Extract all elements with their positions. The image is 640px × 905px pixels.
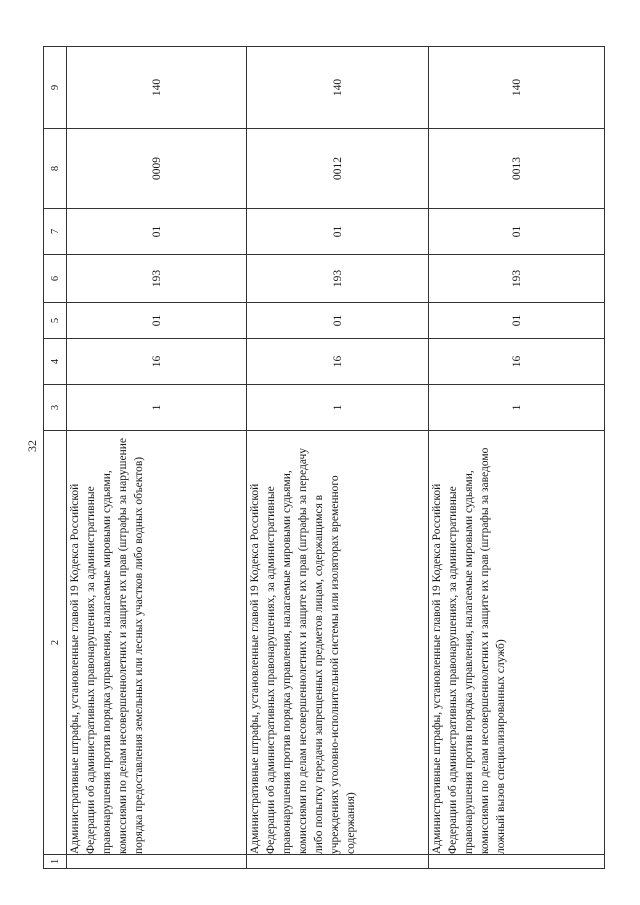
- code-cell: 1: [247, 385, 429, 431]
- table-frame: [43, 47, 603, 869]
- table-row: [429, 47, 605, 869]
- code-cell: 16: [247, 339, 429, 385]
- code-cell: 0012: [247, 129, 429, 209]
- code-cell: 01: [429, 303, 605, 339]
- code-cell: 140: [429, 47, 605, 129]
- code-cell: 140: [67, 47, 247, 129]
- column-header: 5: [44, 303, 67, 339]
- column-header: 7: [44, 209, 67, 255]
- code-cell: 01: [67, 303, 247, 339]
- column-header: 4: [44, 339, 67, 385]
- description-cell: Административные штрафы, установленные главой 19 Кодекса Российской Федерации об административных правонарушениях, за административные правонарушения против порядка управления, налагаемые мировыми судьями, комиссиями по делам несовершеннолетних и защите их прав (штрафы за заведомо ложный вызов специализированных служб): [429, 431, 605, 855]
- description-cell: Административные штрафы, установленные главой 19 Кодекса Российской Федерации об административных правонарушениях, за административные правонарушения против порядка управления, налагаемые мировыми судьями, комиссиями по делам несовершеннолетних и защите их прав (штрафы за нарушение порядка предоставления земельных или лесных участков либо водных объектов): [67, 431, 247, 855]
- code-cell: 0009: [67, 129, 247, 209]
- code-cell: 01: [247, 209, 429, 255]
- code-cell: 01: [247, 303, 429, 339]
- column-header: 3: [44, 385, 67, 431]
- code-cell: 01: [429, 209, 605, 255]
- column-header: 6: [44, 255, 67, 303]
- description-cell: Административные штрафы, установленные главой 19 Кодекса Российской Федерации об административных правонарушениях, за административные правонарушения против порядка управления, налагаемые мировыми судьями, комиссиями по делам несовершеннолетних и защите их прав (штрафы за передачу либо попытку передачи запрещенных предметов лицам, содержащимся в учреждениях уголовно-исполнительной системы или изоляторах временного содержания): [247, 431, 429, 855]
- code-cell: 01: [67, 209, 247, 255]
- code-cell: 193: [247, 255, 429, 303]
- page-number: 32: [25, 440, 39, 452]
- code-cell: 0013: [429, 129, 605, 209]
- row-index-cell: [429, 855, 605, 869]
- code-cell: 140: [247, 47, 429, 129]
- code-cell: 16: [67, 339, 247, 385]
- header-row: [44, 47, 67, 869]
- column-header: 1: [44, 855, 67, 869]
- column-header: 9: [44, 47, 67, 129]
- code-cell: 193: [67, 255, 247, 303]
- budget-classification-table: [43, 46, 605, 869]
- row-index-cell: [67, 855, 247, 869]
- table-row: [247, 47, 429, 869]
- table-row: [67, 47, 247, 869]
- code-cell: 16: [429, 339, 605, 385]
- row-index-cell: [247, 855, 429, 869]
- code-cell: 1: [67, 385, 247, 431]
- column-header: 8: [44, 129, 67, 209]
- code-cell: 193: [429, 255, 605, 303]
- code-cell: 1: [429, 385, 605, 431]
- column-header: 2: [44, 431, 67, 855]
